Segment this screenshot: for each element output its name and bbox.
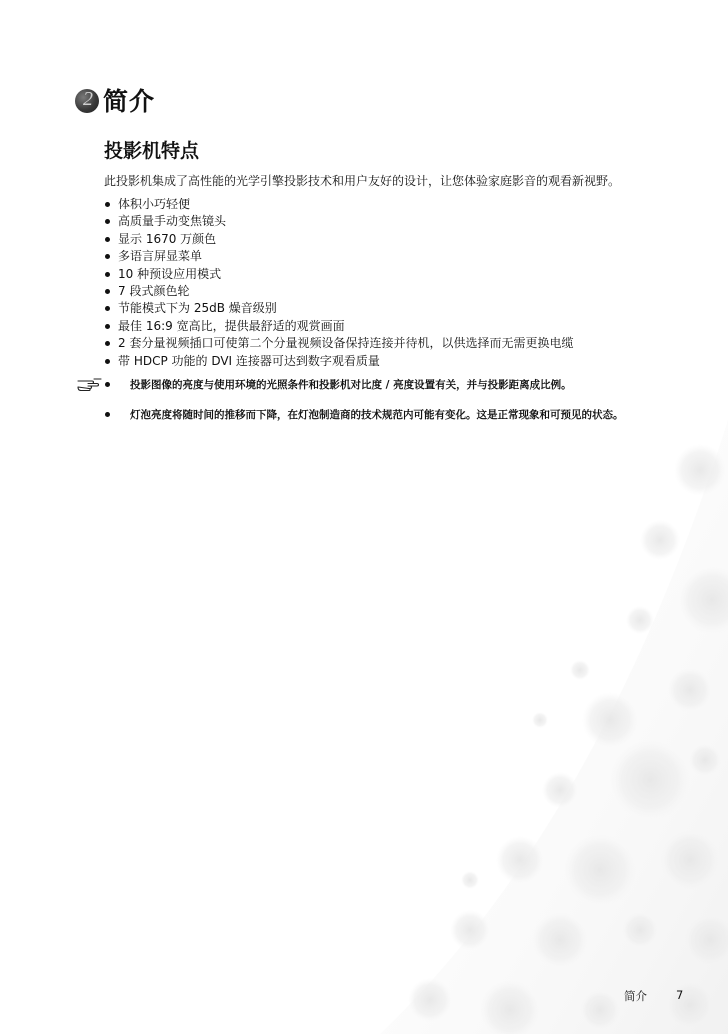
bullet-icon: [105, 254, 110, 259]
feature-item: [104, 248, 573, 265]
footer-chapter-label: 简介: [624, 989, 647, 1003]
feature-item: [104, 300, 573, 317]
feature-text: 2 套分量视频插口可使第二个分量视频设备保持连接并待机，以供选择而无需更换电缆: [118, 336, 574, 351]
feature-item: [104, 335, 573, 352]
section-intro: 此投影机集成了高性能的光学引擎投影技术和用户友好的设计，让您体验家庭影音的观看新视野。: [104, 174, 621, 188]
feature-text: 显示 1670 万颜色: [118, 231, 217, 246]
feature-item: [104, 283, 573, 300]
bullet-icon: [105, 341, 110, 346]
bullet-icon: [105, 219, 110, 224]
feature-text: 7 段式颜色轮: [118, 283, 190, 298]
section-title: 投影机特点: [104, 140, 200, 162]
bullet-icon: [105, 202, 110, 207]
feature-item: [104, 213, 573, 230]
chapter-title: 简介: [103, 87, 156, 116]
feature-text: 最佳 16:9 宽高比，提供最舒适的观赏画面: [118, 318, 345, 333]
feature-text: 10 种预设应用模式: [118, 266, 222, 281]
notes-list: [104, 377, 624, 437]
note-text: 灯泡亮度将随时间的推移而下降，在灯泡制造商的技术规范内可能有变化。这是正常现象和可预见的状态。: [130, 409, 624, 421]
chapter-number: 2: [83, 88, 93, 110]
bullet-icon: [105, 272, 110, 277]
feature-text: 多语言屏显菜单: [118, 249, 203, 264]
note-item: [104, 377, 624, 407]
feature-list: [104, 196, 573, 370]
feature-item: [104, 231, 573, 248]
feature-item: [104, 266, 573, 283]
bullet-icon: [105, 382, 110, 387]
bullet-icon: [105, 306, 110, 311]
bullet-icon: [105, 237, 110, 242]
note-text: 投影图像的亮度与使用环境的光照条件和投影机对比度 / 亮度设置有关，并与投影距离成比例。: [130, 379, 572, 391]
bullet-icon: [105, 324, 110, 329]
bullet-icon: [105, 289, 110, 294]
feature-item: [104, 318, 573, 335]
pointing-hand-icon: [77, 377, 103, 391]
page-number: 7: [676, 988, 684, 1002]
feature-item: [104, 196, 573, 213]
feature-item: [104, 353, 573, 370]
feature-text: 体积小巧轻便: [118, 197, 191, 211]
feature-text: 高质量手动变焦镜头: [118, 214, 227, 229]
bullet-icon: [105, 359, 110, 364]
bullet-icon: [105, 412, 110, 417]
feature-text: 节能模式下为 25dB 燥音级别: [118, 301, 277, 316]
feature-text: 带 HDCP 功能的 DVI 连接器可达到数字观看质量: [118, 353, 380, 368]
note-item: [104, 407, 624, 437]
